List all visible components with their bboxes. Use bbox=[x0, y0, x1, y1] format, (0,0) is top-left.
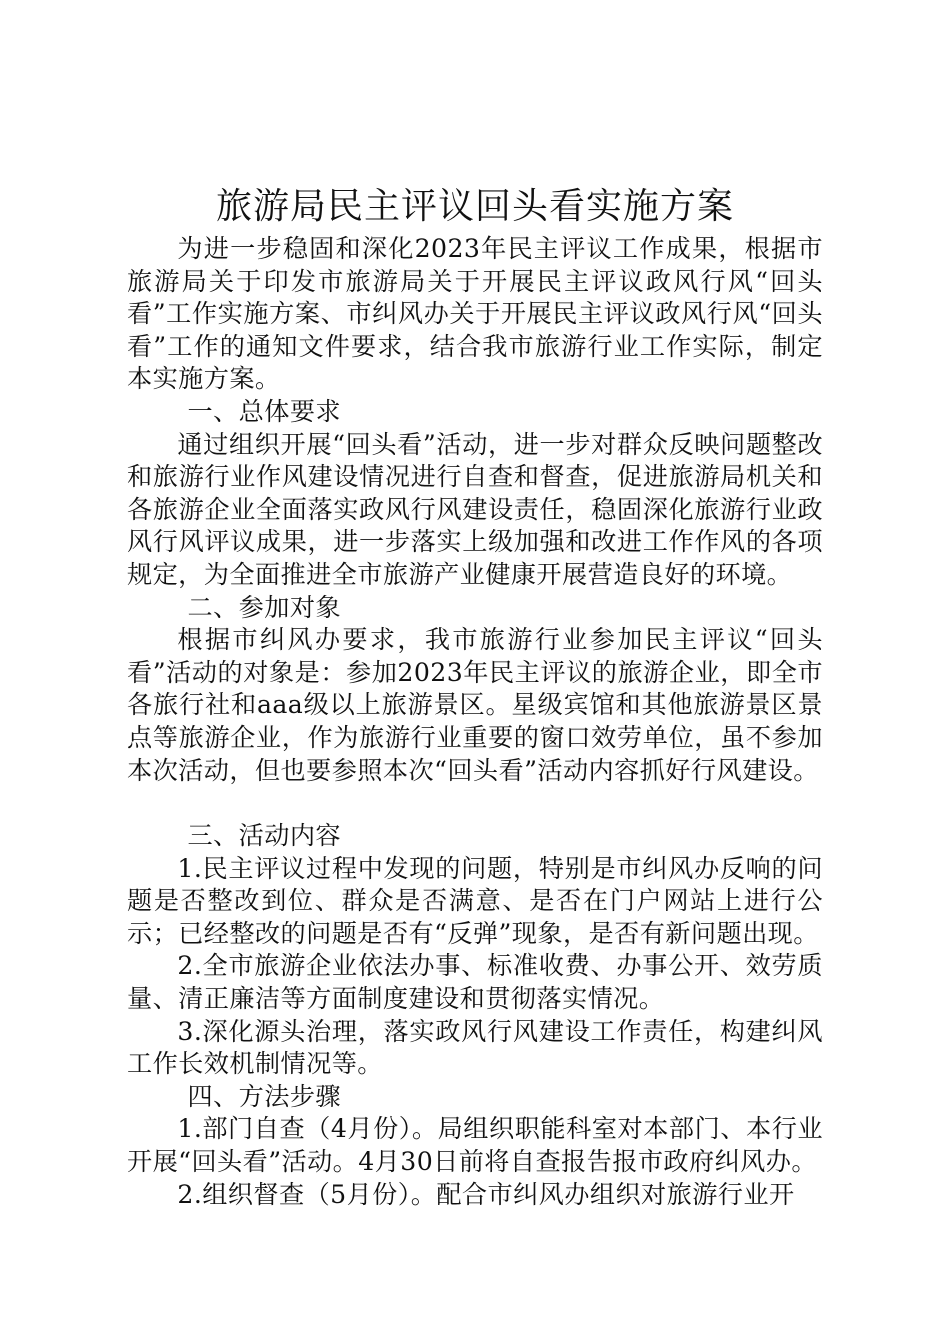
document-body bbox=[127, 233, 823, 1211]
section-heading-activity-content: 三、活动内容 bbox=[187, 821, 341, 851]
step-item-2: 2.组织督查（5月份）。配合市纠风办组织对旅游行业开 bbox=[177, 1179, 795, 1209]
intro-paragraph: 为进一步稳固和深化2023年民主评议工作成果，根据市旅游局关于印发市旅游局关于开展民主评议政风行风“回头看”工作实施方案、市纠风办关于开展民主评议政风行风“回头看”工作的通知文件要求，结合我市旅游行业工作实际，制定本实施方案。 bbox=[127, 234, 823, 394]
document-title: 旅游局民主评议回头看实施方案 bbox=[215, 186, 734, 227]
participants-paragraph: 根据市纠风办要求，我市旅游行业参加民主评议“回头看”活动的对象是：参加2023年民主评议的旅游企业，即全市各旅行社和aaa级以上旅游景区。星级宾馆和其他旅游景区景点等旅游企业，作为旅游行业重要的窗口效劳单位，虽不参加本次活动，但也要参照本次“回头看”活动内容抓好行风建设。 bbox=[127, 625, 823, 785]
activity-item-3: 3.深化源头治理，落实政风行风建设工作责任，构建纠风工作长效机制情况等。 bbox=[127, 1016, 823, 1079]
section-heading-participants: 二、参加对象 bbox=[187, 592, 341, 622]
section-heading-steps: 四、方法步骤 bbox=[187, 1081, 341, 1111]
general-requirements-paragraph: 通过组织开展“回头看”活动，进一步对群众反映问题整改和旅游行业作风建设情况进行自查和督查，促进旅游局机关和各旅游企业全面落实政风行风建设责任，稳固深化旅游行业政风行风评议成果，进一步落实上级加强和改进工作作风的各项规定，为全面推进全市旅游产业健康开展营造良好的环境。 bbox=[127, 429, 823, 589]
activity-item-2: 2.全市旅游企业依法办事、标准收费、办事公开、效劳质量、清正廉洁等方面制度建设和贯彻落实情况。 bbox=[127, 951, 823, 1014]
activity-item-1: 1.民主评议过程中发现的问题，特别是市纠风办反响的问题是否整改到位、群众是否满意、是否在门户网站上进行公示；已经整改的问题是否有“反弹”现象，是否有新问题出现。 bbox=[127, 853, 823, 948]
step-item-1: 1.部门自查（4月份）。局组织职能科室对本部门、本行业开展“回头看”活动。4月30日前将自查报告报市政府纠风办。 bbox=[127, 1114, 823, 1177]
section-heading-general-requirements: 一、总体要求 bbox=[187, 396, 341, 426]
